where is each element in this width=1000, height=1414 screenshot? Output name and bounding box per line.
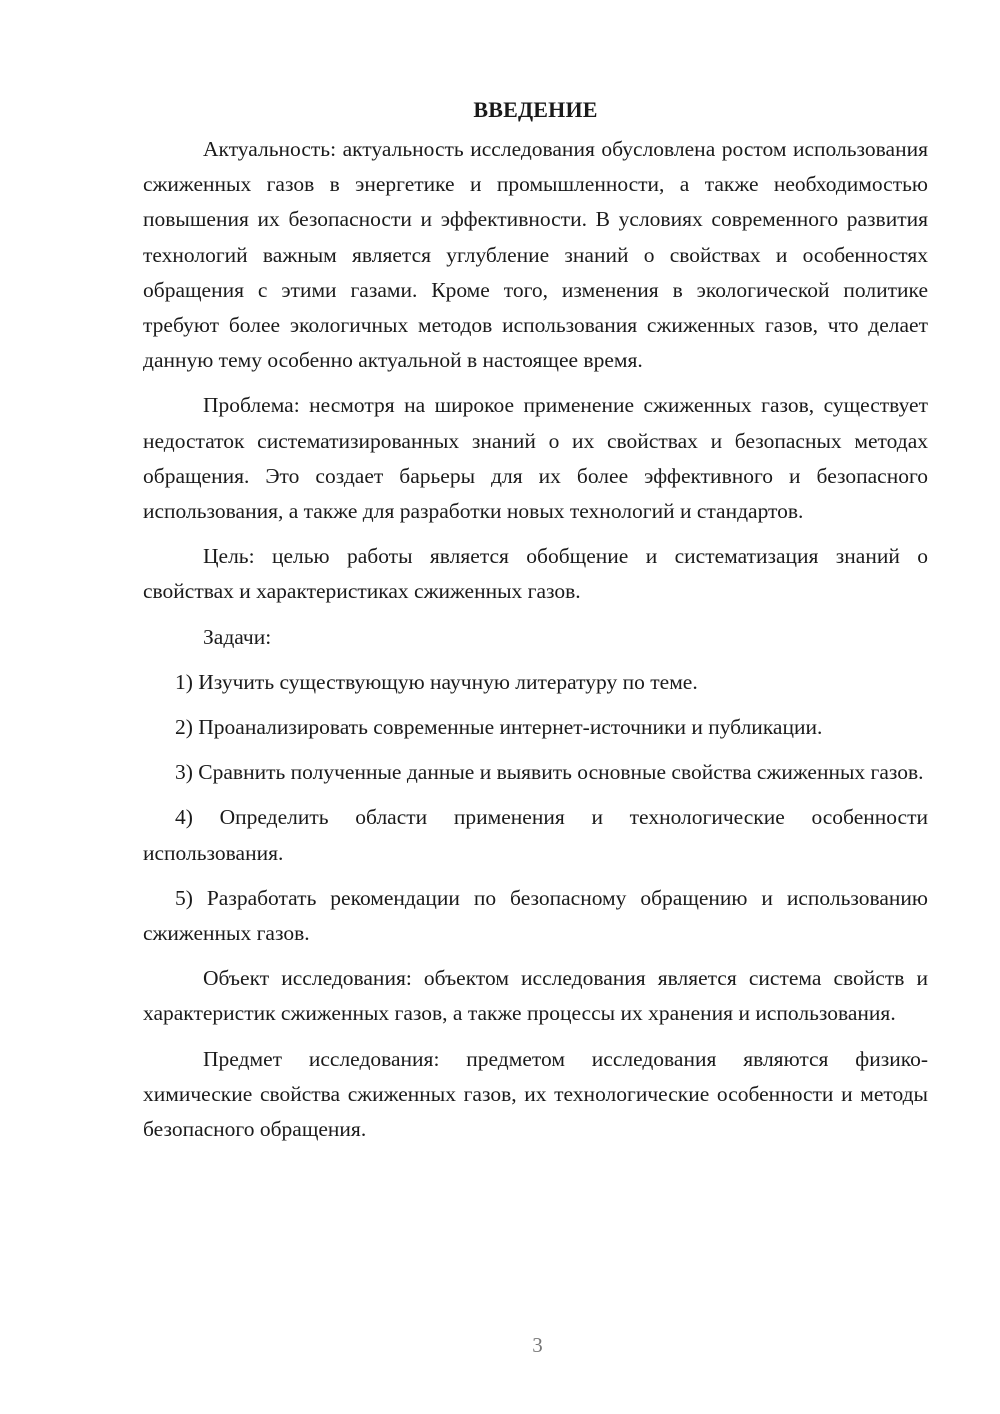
document-page bbox=[143, 92, 928, 1157]
page-title: ВВЕДЕНИЕ bbox=[473, 97, 598, 122]
tasks-heading: Задачи: bbox=[203, 624, 272, 649]
paragraph-problem: Проблема: несмотря на широкое применение сжиженных газов, существует недостаток систематизированных знаний о их свойствах и безопасных методах обращения. Это создает барьеры для их более эффективного и безопасного использования, а также для разработки новых технологий и стандартов. bbox=[143, 393, 928, 524]
task-item: 2) Проанализировать современные интернет-источники и публикации. bbox=[175, 715, 823, 740]
task-item: 3) Сравнить полученные данные и выявить основные свойства сжиженных газов. bbox=[175, 760, 924, 785]
paragraph-goal: Цель: целью работы является обобщение и систематизация знаний о свойствах и характеристиках сжиженных газов. bbox=[143, 544, 928, 604]
task-item: 5) Разработать рекомендации по безопасному обращению и использованию сжиженных газов. bbox=[143, 885, 928, 946]
task-item: 1) Изучить существующую научную литературу по теме. bbox=[175, 669, 698, 694]
paragraph-relevance: Актуальность: актуальность исследования обусловлена ростом использования сжиженных газов в энергетике и промышленности, а также необходимостью повышения их безопасности и эффективности. В условиях современного развития технологий важным является углубление знаний о свойствах и особенностях обращения с этими газами. Кроме того, изменения в экологической политике требуют более экологичных методов использования сжиженных газов, что делает данную тему особенно актуальной в настоящее время. bbox=[143, 137, 928, 373]
paragraph-subject: Предмет исследования: предметом исследования являются физико-химические свойства сжиженных газов, их технологические особенности и методы безопасного обращения. bbox=[143, 1046, 928, 1142]
paragraph-object: Объект исследования: объектом исследования является система свойств и характеристик сжиженных газов, а также процессы их хранения и использования. bbox=[143, 966, 928, 1026]
task-item: 4) Определить области применения и технологические особенности использования. bbox=[143, 805, 928, 865]
page-number: 3 bbox=[532, 1333, 543, 1357]
